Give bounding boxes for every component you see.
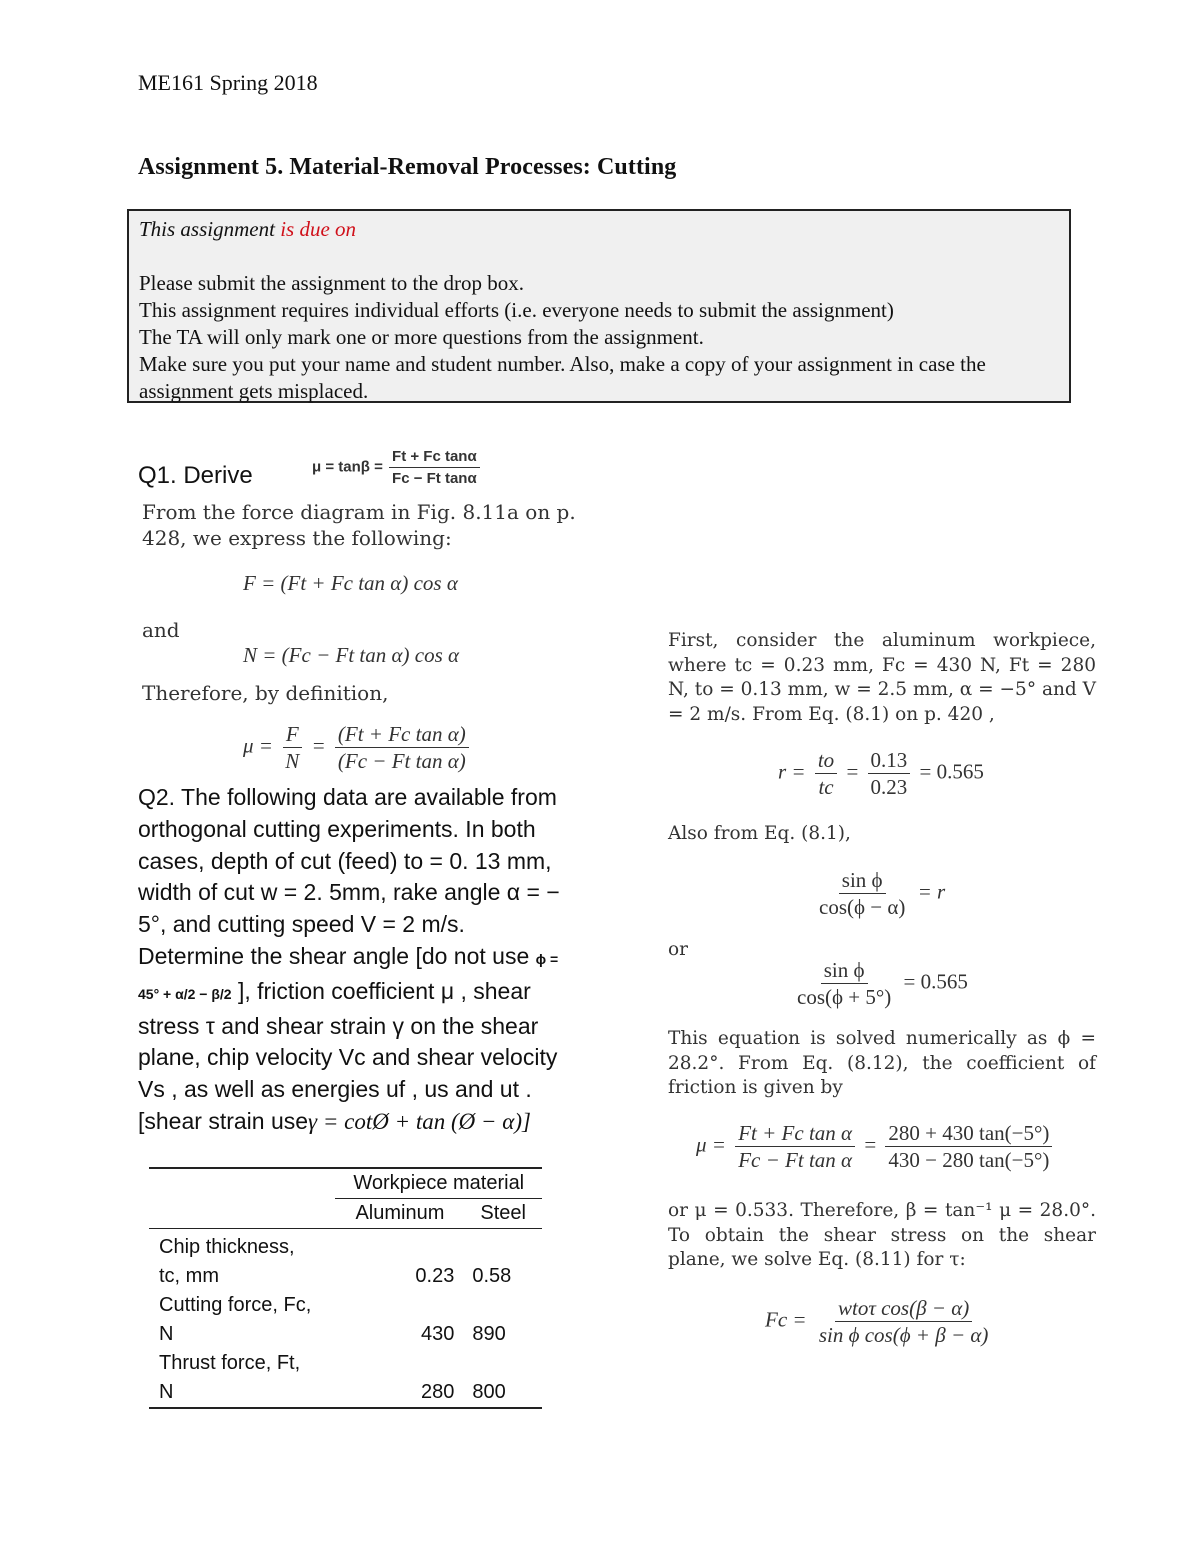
eq-cutting-force: Fc = $\frac{\text{wtoτ cos(β − α)}}{\text{sin ϕ cos(ϕ + β − α)}}$: [765, 1296, 989, 1347]
table-row: Chip thickness, tc, mm 0.23 0.58: [149, 1229, 542, 1292]
notice-line: The TA will only mark one or more questions from the assignment.: [139, 325, 704, 349]
eq-friction-coefficient: μ = $\frac{\text{Ft + Fc tan α}}{\text{Fc − Ft tan α}}$ = $\frac{280 + 430 \tan(-5^\circ)}{430 - 280 \tan(-5^\circ)}$: [696, 1121, 1056, 1172]
solution-p4: or μ = 0.533. Therefore, β = tan⁻¹ μ = 28.0°. To obtain the shear stress on the shear plane, we solve Eq. (8.11) for τ:: [668, 1200, 1096, 1270]
row-label: Chip thickness, tc, mm: [159, 1236, 295, 1287]
solution-p2: Also from Eq. (8.1),: [668, 823, 851, 844]
table-row: Thrust force, Ft, N 280 800: [149, 1349, 542, 1408]
workpiece-table: [149, 1168, 542, 1409]
col-header-steel: Steel: [480, 1202, 526, 1224]
inline-shear-angle-formula: ϕ = 45° + α/2 − β/2: [138, 950, 559, 1002]
q1-and: and: [142, 618, 180, 642]
eq-shear-angle: $\frac{\text{sin ϕ}}{\cos(\phi - \alpha)}$ = r: [819, 868, 946, 919]
row-label: Thrust force, Ft, N: [159, 1352, 301, 1403]
notice-line: This assignment requires individual efforts (i.e. everyone needs to submit the assignment): [139, 298, 894, 322]
table-row: Cutting force, Fc, N 430 890: [149, 1291, 542, 1349]
assignment-title: Assignment 5. Material-Removal Processes: Cutting: [138, 154, 677, 180]
solution-p1: First, consider the aluminum workpiece, where tc = 0.23 mm, Fc = 430 N, Ft = 280 N, to = 0.13 mm, w = 2.5 mm, α = −5° and V = 2 m/s. From Eq. (8.1) on p. 420 ,: [668, 630, 1096, 725]
q1-label: Q1. Derive: [138, 462, 253, 489]
eq-normal-force: N = (Fc − Ft tan α) cos α: [243, 643, 460, 667]
solution-p3: This equation is solved numerically as ϕ = 28.2°. From Eq. (8.12), the coefficient of friction is given by: [668, 1028, 1096, 1098]
eq-shear-angle-numeric: $\frac{\text{sin ϕ}}{\cos(\phi + 5^\circ)}$ = 0.565: [797, 958, 968, 1009]
eq-friction-force: F = (Ft + Fc tan α) cos α: [243, 571, 458, 595]
q1-text: From the force diagram in Fig. 8.11a on p. 428, we express the following:: [142, 500, 576, 550]
notice-line: Make sure you put your name and student number. Also, make a copy of your assignment in case the assignment gets misplaced.: [139, 352, 986, 403]
row-label: Cutting force, Fc, N: [159, 1294, 312, 1345]
eq-mu-definition: μ = $\frac{F}{N}$ = $\frac{\text{(Ft + Fc tan α)}}{\text{(Fc − Ft tan α)}}$: [243, 722, 473, 773]
notice-line: Please submit the assignment to the drop box.: [139, 271, 524, 295]
due-line: This assignment is due on: [139, 217, 357, 241]
q2-text: Q2. The following data are available from orthogonal cutting experiments. In both cases, depth of cut (feed) to = 0. 13 mm, width of cut w = 2. 5mm, rake angle α = − 5°, and cutting speed V = 2 m/s. Determine the shear angle [do not use ϕ = 45° + α/2 − β/2 ], friction coefficient μ , shear stress τ and shear strain γ on the shear plane, chip velocity Vc and shear velocity Vs , as well as energies uf , us and ut .[shear strain useγ = cotØ + tan (Ø − α)]: [138, 784, 560, 1134]
eq-chip-ratio: r = $\frac{to}{tc}$ = $\frac{0.13}{0.23}$ = 0.565: [778, 748, 984, 799]
solution-or: or: [668, 939, 688, 960]
course-header: ME161 Spring 2018: [138, 70, 318, 95]
q1-formula: μ = tanβ = $\frac{\text{Ft + Fc tanα}}{\text{Fc − Ft tanα}}$: [312, 447, 484, 488]
col-header-aluminum: Aluminum: [355, 1202, 445, 1224]
notice-box: [127, 209, 1071, 403]
table-group-header: Workpiece material: [335, 1168, 542, 1199]
q1-therefore: Therefore, by definition,: [142, 681, 389, 705]
